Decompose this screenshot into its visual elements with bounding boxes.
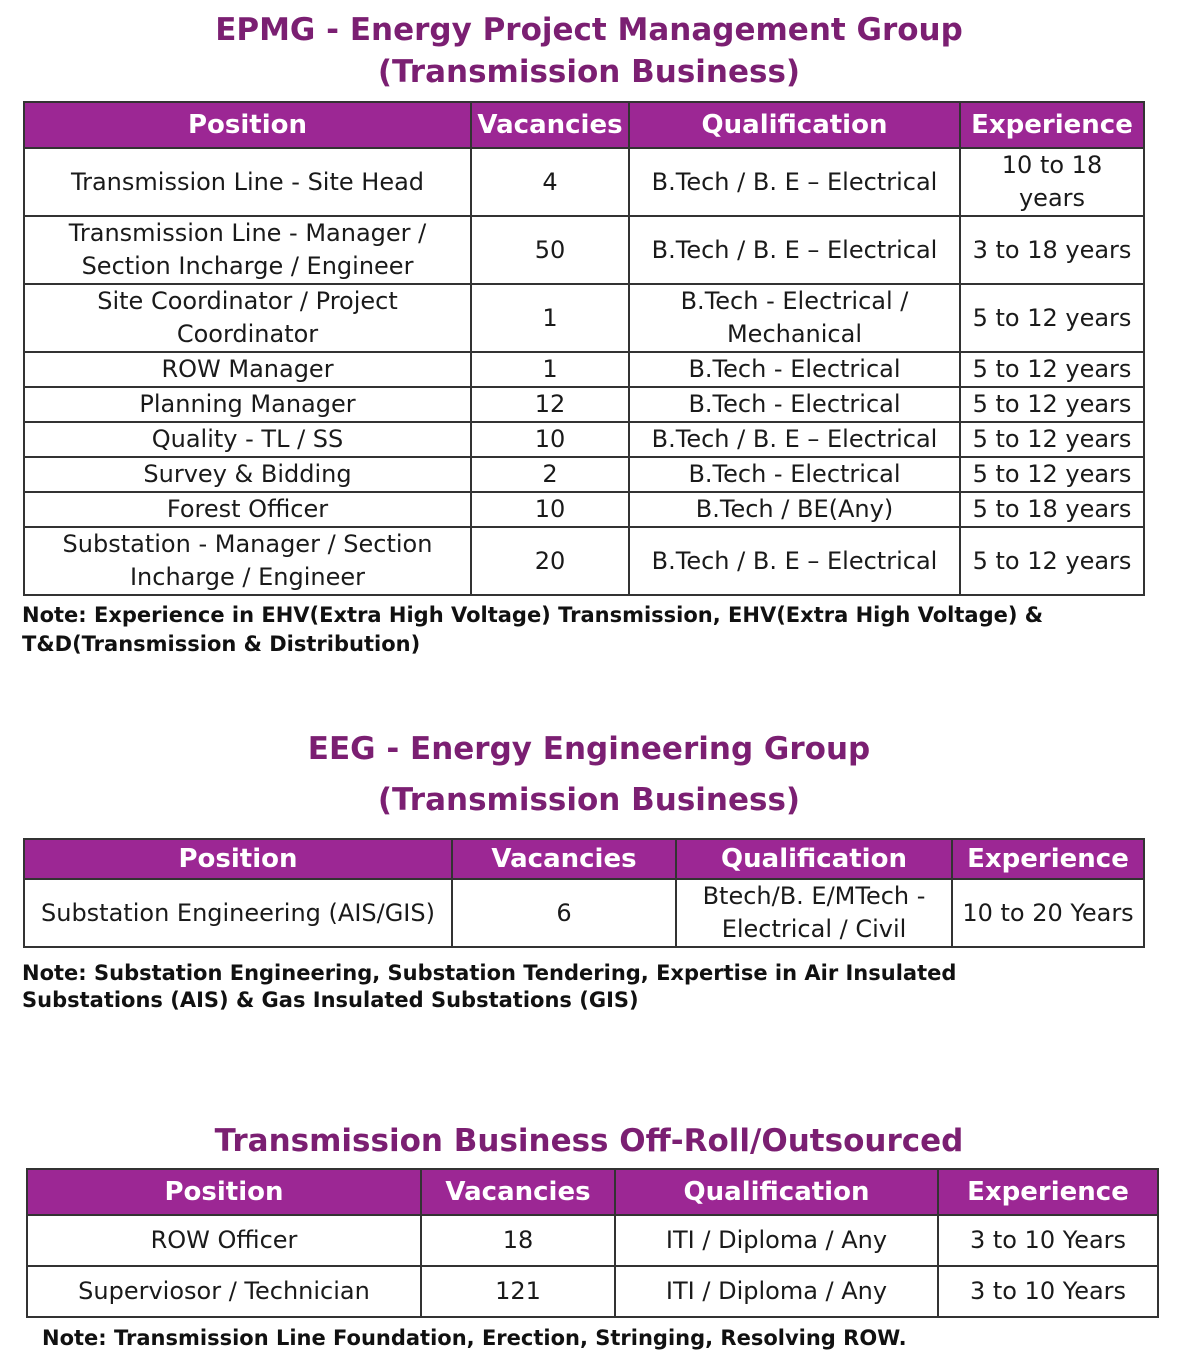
cell-experience: 3 to 10 Years [938,1266,1158,1317]
cell-vacancies: 18 [421,1215,615,1266]
column-header-qualification: Qualification [615,1169,938,1215]
cell-vacancies: 6 [452,879,676,947]
eeg-note: Note: Substation Engineering, Substation Tendering, Expertise in Air Insulated Substations (AIS) & Gas Insulated Substations (GIS) [22,961,957,1012]
cell-position: Superviosor / Technician [27,1266,421,1317]
table-row [24,284,1144,352]
cell-experience: 5 to 12 years [960,457,1144,492]
cell-position: Substation Engineering (AIS/GIS) [24,879,452,947]
eeg-title: EEG - Energy Engineering Group [307,731,871,767]
cell-vacancies: 1 [471,284,629,352]
column-header-experience: Experience [938,1169,1158,1215]
column-header-qualification: Qualification [629,102,960,148]
cell-qualification: B.Tech / B. E – Electrical [629,216,960,284]
cell-position: Planning Manager [24,387,471,422]
table-row [24,216,1144,284]
eeg-table [23,838,1145,948]
table-header-row [24,839,1144,879]
cell-experience: 5 to 12 years [960,527,1144,595]
cell-vacancies: 50 [471,216,629,284]
cell-qualification: ITI / Diploma / Any [615,1215,938,1266]
cell-qualification: Btech/B. E/MTech - Electrical / Civil [676,879,952,947]
eeg-subtitle: (Transmission Business) [377,782,801,818]
cell-position: Transmission Line - Site Head [24,148,471,216]
cell-qualification: B.Tech - Electrical [629,352,960,387]
epmg-note: Note: Experience in EHV(Extra High Voltage) Transmission, EHV(Extra High Voltage) & T&D(Transmission & Distribution) [22,603,1044,656]
cell-qualification: B.Tech - Electrical [629,457,960,492]
offroll-table [26,1168,1159,1318]
cell-vacancies: 12 [471,387,629,422]
column-header-position: Position [27,1169,421,1215]
epmg-title: EPMG - Energy Project Management Group [215,12,963,48]
table-row [24,352,1144,387]
table-row [24,879,1144,947]
cell-position: ROW Officer [27,1215,421,1266]
cell-vacancies: 121 [421,1266,615,1317]
cell-experience: 5 to 12 years [960,422,1144,457]
table-row [24,422,1144,457]
cell-vacancies: 4 [471,148,629,216]
cell-qualification: B.Tech / B. E – Electrical [629,148,960,216]
column-header-qualification: Qualification [676,839,952,879]
cell-position: Substation - Manager / Section Incharge / Engineer [24,527,471,595]
cell-experience: 5 to 12 years [960,387,1144,422]
cell-experience: 5 to 12 years [960,284,1144,352]
cell-experience: 10 to 20 Years [952,879,1144,947]
cell-vacancies: 20 [471,527,629,595]
cell-experience: 3 to 18 years [960,216,1144,284]
cell-qualification: B.Tech - Electrical [629,387,960,422]
table-row [24,457,1144,492]
cell-experience: 5 to 12 years [960,352,1144,387]
table-row [27,1266,1158,1317]
cell-vacancies: 2 [471,457,629,492]
cell-experience: 3 to 10 Years [938,1215,1158,1266]
cell-position: ROW Manager [24,352,471,387]
cell-qualification: B.Tech - Electrical / Mechanical [629,284,960,352]
column-header-experience: Experience [952,839,1144,879]
offroll-title: Transmission Business Off-Roll/Outsourced [214,1123,964,1159]
cell-experience: 5 to 18 years [960,492,1144,527]
column-header-vacancies: Vacancies [471,102,629,148]
cell-qualification: B.Tech / BE(Any) [629,492,960,527]
offroll-note: Note: Transmission Line Foundation, Erection, Stringing, Resolving ROW. [42,1326,907,1350]
table-row [24,492,1144,527]
cell-position: Survey & Bidding [24,457,471,492]
table-row [24,387,1144,422]
epmg-subtitle: (Transmission Business) [377,54,801,90]
column-header-vacancies: Vacancies [421,1169,615,1215]
table-row [27,1215,1158,1266]
cell-vacancies: 10 [471,422,629,457]
cell-position: Site Coordinator / Project Coordinator [24,284,471,352]
table-header-row [27,1169,1158,1215]
table-header-row [24,102,1144,148]
cell-vacancies: 10 [471,492,629,527]
column-header-vacancies: Vacancies [452,839,676,879]
column-header-position: Position [24,102,471,148]
cell-position: Transmission Line - Manager / Section Incharge / Engineer [24,216,471,284]
cell-qualification: B.Tech / B. E – Electrical [629,527,960,595]
cell-position: Quality - TL / SS [24,422,471,457]
cell-vacancies: 1 [471,352,629,387]
cell-experience: 10 to 18 years [960,148,1144,216]
cell-qualification: B.Tech / B. E – Electrical [629,422,960,457]
table-row [24,527,1144,595]
table-row [24,148,1144,216]
epmg-table [23,101,1145,596]
column-header-experience: Experience [960,102,1144,148]
cell-qualification: ITI / Diploma / Any [615,1266,938,1317]
column-header-position: Position [24,839,452,879]
cell-position: Forest Officer [24,492,471,527]
